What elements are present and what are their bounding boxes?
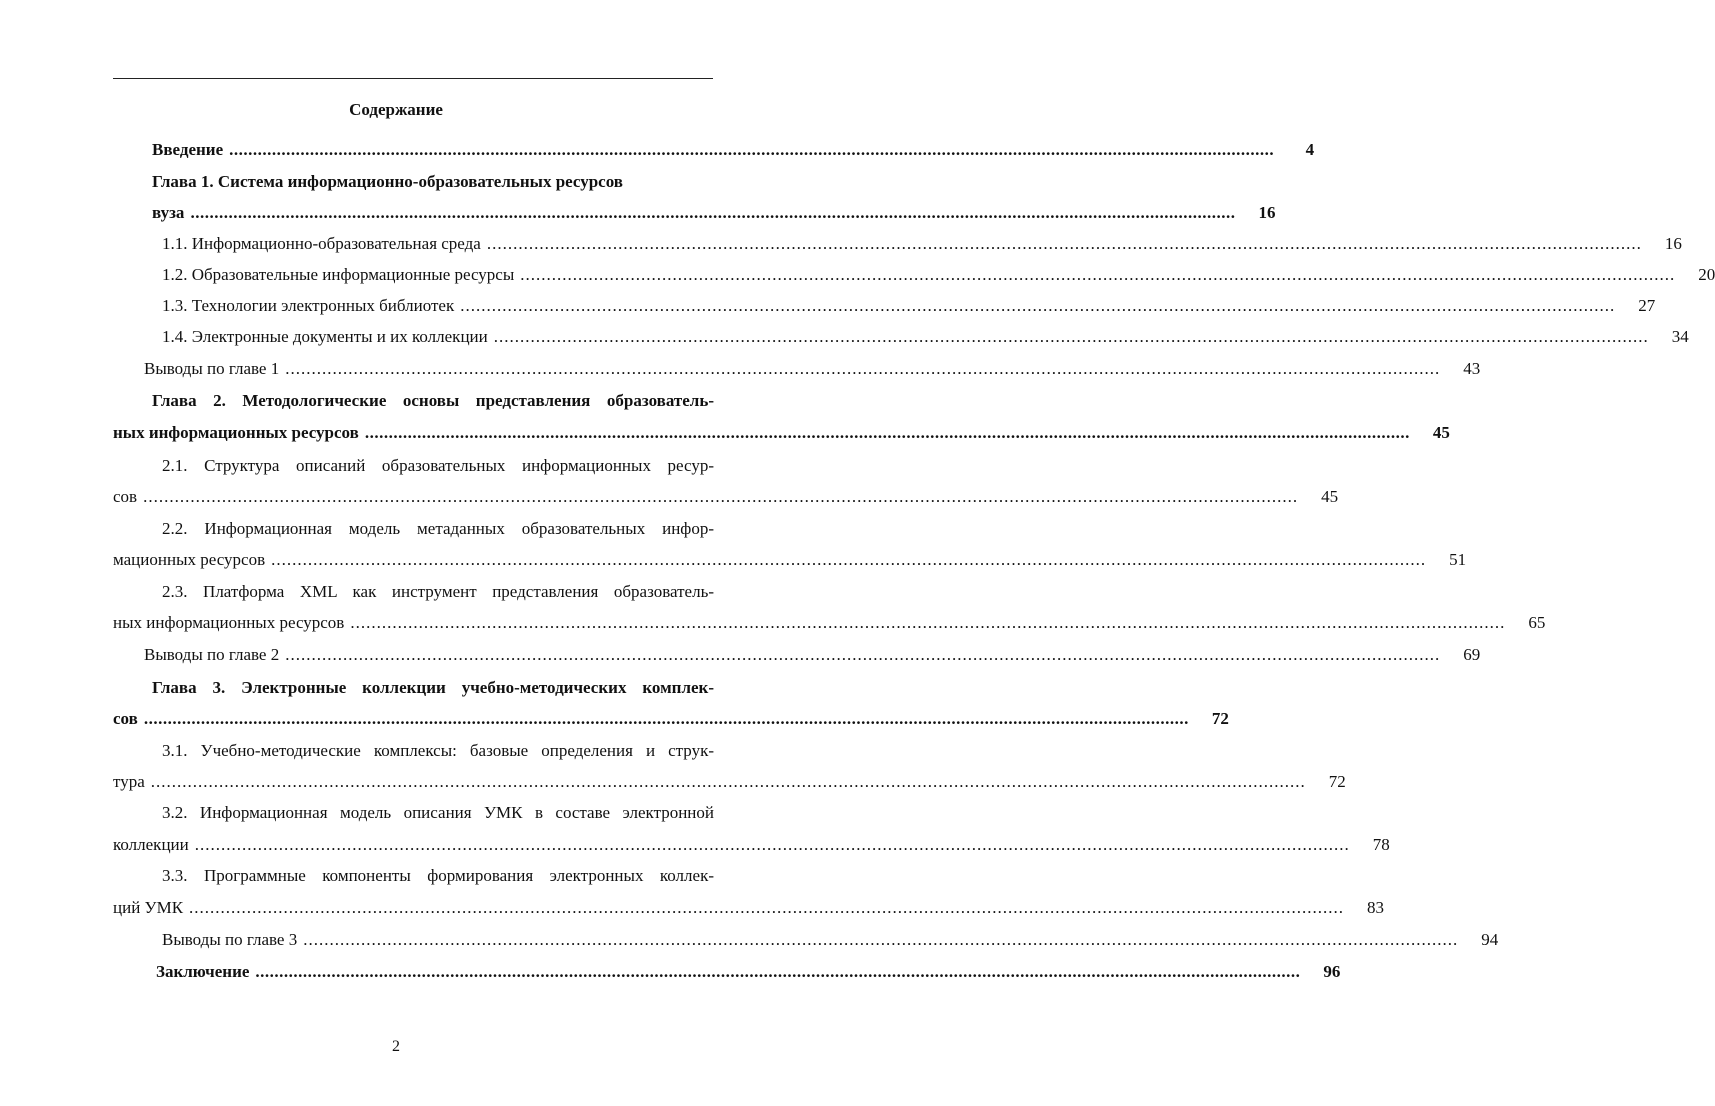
toc-section-1-1 (162, 232, 1682, 256)
toc-conclusions-2 (144, 643, 1481, 667)
leader-dots: ............................................................................................................................................................................................................................ (303, 930, 1459, 949)
leader-dots: ............................................................................................................................................................................................................................ (255, 962, 1301, 981)
toc-page-number: 20 (1698, 265, 1715, 284)
toc-page-number: 78 (1372, 835, 1390, 854)
toc-entry-label: ных информационных ресурсов (113, 613, 345, 632)
toc-page-number: 27 (1638, 296, 1656, 315)
leader-dots: ............................................................................................................................................................................................................................ (486, 234, 1642, 253)
toc-page-number: 72 (1211, 709, 1229, 728)
toc-conclusions-3 (162, 928, 1499, 952)
leader-dots: ............................................................................................................................................................................................................................ (189, 898, 1345, 917)
toc-section-2-3-line2 (113, 611, 1546, 635)
toc-page-number: 43 (1463, 359, 1481, 378)
toc-section-3-1-line2 (113, 770, 1346, 794)
toc-page-number: 45 (1432, 423, 1450, 442)
toc-page-number: 34 (1671, 327, 1689, 346)
toc-page-number: 69 (1463, 645, 1481, 664)
toc-entry-intro (152, 138, 1315, 162)
toc-section-1-3 (162, 294, 1656, 318)
leader-dots: ............................................................................................................................................................................................................................ (285, 359, 1441, 378)
toc-entry-label: ных информационных ресурсов (113, 423, 359, 442)
toc-page-number: 4 (1305, 140, 1315, 159)
toc-chapter-2-line2 (113, 421, 1450, 445)
toc-page-number: 94 (1481, 930, 1499, 949)
leader-dots: ............................................................................................................................................................................................................................ (150, 772, 1306, 791)
toc-section-2-3-line1: 2.3. Платформа XML как инструмент представления образователь- (162, 582, 714, 601)
toc-entry-label: вуза (152, 203, 185, 222)
toc-section-3-2-line1: 3.2. Информационная модель описания УМК в составе электронной (162, 803, 714, 822)
toc-chapter-1-line2 (152, 201, 1276, 225)
leader-dots: ............................................................................................................................................................................................................................ (229, 140, 1275, 159)
toc-section-1-2 (162, 263, 1715, 287)
header-rule (113, 78, 713, 79)
leader-dots: ............................................................................................................................................................................................................................ (143, 487, 1299, 506)
toc-chapter-2-line1: Глава 2. Методологические основы представления образователь- (152, 391, 714, 410)
toc-page-number: 51 (1449, 550, 1467, 569)
toc-entry-label: Выводы по главе 2 (144, 645, 280, 664)
leader-dots: ............................................................................................................................................................................................................................ (271, 550, 1427, 569)
toc-section-3-1-line1: 3.1. Учебно-методические комплексы: базовые определения и струк- (162, 741, 714, 760)
toc-section-3-2-line2 (113, 833, 1390, 857)
toc-section-3-3-line1: 3.3. Программные компоненты формирования электронных коллек- (162, 866, 714, 885)
toc-entry-label: 1.3. Технологии электронных библиотек (162, 296, 455, 315)
toc-entry-label: тура (113, 772, 145, 791)
toc-entry-label: 1.1. Информационно-образовательная среда (162, 234, 481, 253)
toc-page-number: 65 (1528, 613, 1546, 632)
leader-dots: ............................................................................................................................................................................................................................ (493, 327, 1649, 346)
toc-conclusions-1 (144, 357, 1481, 381)
page-number: 2 (392, 1038, 400, 1055)
toc-entry-label: Заключение (156, 962, 250, 981)
leader-dots: ............................................................................................................................................................................................................................ (143, 709, 1189, 728)
toc-page-number: 72 (1328, 772, 1346, 791)
toc-entry-label: коллекции (113, 835, 189, 854)
leader-dots: ............................................................................................................................................................................................................................ (460, 296, 1616, 315)
leader-dots: ............................................................................................................................................................................................................................ (520, 265, 1676, 284)
toc-entry-label: Выводы по главе 1 (144, 359, 280, 378)
toc-entry-conclusion (156, 960, 1341, 984)
toc-page-number: 96 (1323, 962, 1341, 981)
toc-section-2-2-line2 (113, 548, 1467, 572)
leader-dots: ............................................................................................................................................................................................................................ (285, 645, 1441, 664)
toc-section-2-2-line1: 2.2. Информационная модель метаданных образовательных инфор- (162, 519, 714, 538)
leader-dots: ............................................................................................................................................................................................................................ (194, 835, 1350, 854)
toc-entry-label: 1.2. Образовательные информационные ресурсы (162, 265, 515, 284)
toc-page-number: 45 (1321, 487, 1339, 506)
leader-dots: ............................................................................................................................................................................................................................ (350, 613, 1506, 632)
toc-entry-label: Выводы по главе 3 (162, 930, 298, 949)
toc-entry-label: Введение (152, 140, 224, 159)
toc-title: Содержание (349, 100, 443, 119)
toc-page-number: 16 (1664, 234, 1682, 253)
leader-dots: ............................................................................................................................................................................................................................ (364, 423, 1410, 442)
toc-page-number: 83 (1367, 898, 1385, 917)
toc-entry-label: сов (113, 709, 138, 728)
toc-entry-label: сов (113, 487, 138, 506)
toc-entry-label: мационных ресурсов (113, 550, 266, 569)
toc-section-2-1-line2 (113, 485, 1339, 509)
toc-page-number: 16 (1258, 203, 1276, 222)
toc-entry-label: 1.4. Электронные документы и их коллекции (162, 327, 488, 346)
toc-entry-label: ций УМК (113, 898, 184, 917)
toc-section-3-3-line2 (113, 896, 1385, 920)
toc-chapter-3-line1: Глава 3. Электронные коллекции учебно-методических комплек- (152, 678, 714, 697)
leader-dots: ............................................................................................................................................................................................................................ (190, 203, 1236, 222)
toc-section-1-4 (162, 325, 1689, 349)
toc-chapter-3-line2 (113, 707, 1229, 731)
toc-chapter-1-line1: Глава 1. Система информационно-образовательных ресурсов (152, 172, 623, 191)
toc-section-2-1-line1: 2.1. Структура описаний образовательных информационных ресур- (162, 456, 714, 475)
